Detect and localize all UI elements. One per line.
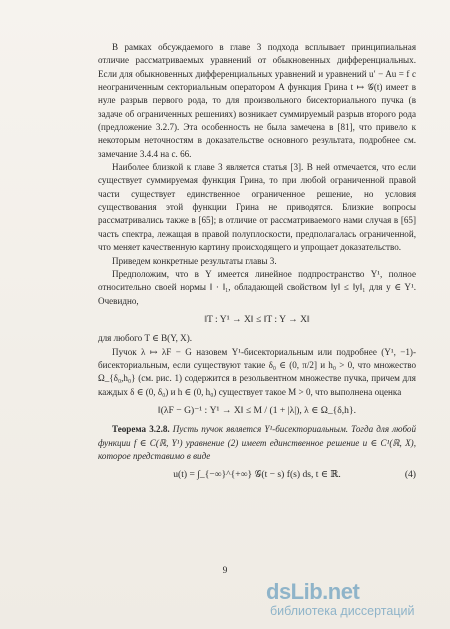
watermark-subtitle: библиотека диссертаций	[270, 604, 415, 618]
formula-resolvent-estimate: ‖(λF − G)⁻¹ : Y¹ → X‖ ≤ M / (1 + |λ|), λ ∈ Ω_{δ,h}.	[158, 404, 356, 416]
paragraph-2: Наиболее близкой к главе 3 является статья [3]. В ней отмечается, что если существует суммируемая функция Грина, то при любой ограниченной правой части существует единственное ограниченное решение, но условия существования этой функции Грина не приводятся. Близкие вопросы рассматривались также в [65]; в отличие от рассматриваемого нами случая в [65] часть спектра, лежащая в правой полуплоскости, предполагалась ограниченной, что меняет качественную картину происходящего и упрощает доказательство.	[98, 162, 416, 253]
body-text	[98, 41, 416, 488]
theorem-statement: Пусть пучок является Y¹-бисекториальным. Тогда для любой функции f ∈ C(ℝ, Y¹) уравнение (2) имеет единственное решение u ∈ C¹(ℝ, X), которое представимо в виде	[98, 424, 416, 461]
page-number: 9	[222, 566, 228, 576]
paragraph-5: для любого T ∈ B(Y, X).	[98, 333, 193, 344]
watermark-logo: dsLib.net	[266, 579, 360, 604]
formula-solution-text: u(t) = ∫_{−∞}^{+∞} 𝒢(t − s) f(s) ds, t ∈ ℝ.	[173, 469, 341, 481]
theorem-heading: Теорема 3.2.8.	[112, 424, 170, 435]
paragraph-4: Предположим, что в Y имеется линейное подпространство Y¹, полное относительно своей нормы ‖ · ‖₁, обладающей свойством ‖y‖ ≤ ‖y‖₁ для y ∈ Y¹. Очевидно,	[98, 268, 416, 306]
formula-norm-inequality: ‖T : Y¹ → X‖ ≤ ‖T : Y → X‖	[204, 313, 310, 325]
paragraph-1: В рамках обсуждаемого в главе 3 подхода всплывает принципиальная отличие рассматриваемых уравнений от обыкновенных дифференциальных. Если для обыкновенных дифференциальных уравнений и уравнений u′ − Au = f с неограниченным секториальным оператором A функция Грина t ↦ 𝒢(t) имеет в нуле разрыв первого рода, то для произвольного бисекториального пучка (в задаче об ограниченных решениях) возникает суммируемый разрыв второго рода (предложение 3.2.7). Эта особенность не была замечена в [81], что привело к некоторым неточностям в доказательстве основного результата, подробнее см. замечание 3.4.4 на с. 66.	[98, 42, 416, 159]
theorem-3-2-8	[98, 423, 416, 463]
formula-solution-integral	[98, 468, 416, 481]
watermark	[266, 579, 436, 621]
paragraph-6: Пучок λ ↦ λF − G назовем Y¹-бисекториальным или подробнее (Y¹, −1)-бисекториальным, если существуют такие δ₀ ∈ (0, π/2] и h₀ > 0, что множество Ω_{δ₀,h₀} (см. рис. 1) содержится в резольвентном множестве пучка, причем для каждых δ ∈ (0, δ₀) и h ∈ (0, h₀) существует такое M > 0, что выполнена оценка	[98, 346, 416, 397]
paragraph-3: Приведем конкретные результаты главы 3.	[112, 255, 277, 266]
equation-number: (4)	[404, 469, 416, 481]
